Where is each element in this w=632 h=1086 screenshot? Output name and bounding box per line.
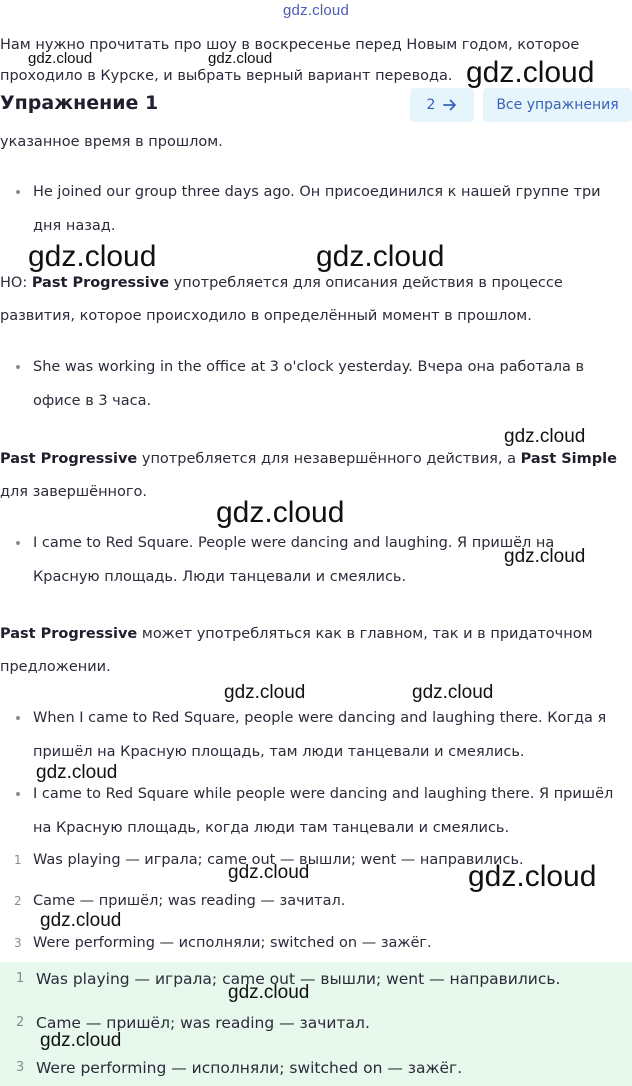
watermark: gdz.cloud bbox=[228, 862, 310, 883]
watermark: gdz.cloud bbox=[40, 910, 122, 931]
bullet-text: I came to Red Square. People were dancing and laughing. Я пришёл на Красную площадь. Люди танцевали и смеялись. bbox=[33, 535, 555, 585]
watermark: gdz.cloud bbox=[468, 860, 597, 893]
term-past-simple: Past Simple bbox=[520, 451, 617, 467]
term-past-progressive: Past Progressive bbox=[31, 275, 170, 291]
watermark: gdz.cloud bbox=[412, 682, 494, 703]
bullet-text: I came to Red Square while people were dancing and laughing there. Я пришёл на Красную площадь, когда люди там танцевали и смеялись. bbox=[33, 786, 614, 836]
item-number: 3 bbox=[14, 936, 22, 950]
bullet-dot bbox=[16, 792, 20, 796]
item-text: Were performing — исполняли; switched on — зажёг. bbox=[33, 935, 432, 951]
answer-item bbox=[0, 966, 620, 992]
watermark: gdz.cloud bbox=[504, 546, 586, 567]
bullet-item-2 bbox=[0, 350, 624, 418]
bullet-text: He joined our group three days ago. Он присоединился к нашей группе три дня назад. bbox=[33, 184, 601, 234]
site-watermark-top[interactable]: gdz.cloud bbox=[282, 2, 349, 19]
exercise-header bbox=[0, 88, 632, 124]
paragraph-3-mid: употребляется для незавершённого действия, а bbox=[137, 451, 521, 467]
watermark: gdz.cloud bbox=[28, 240, 157, 273]
answer-number: 3 bbox=[16, 1060, 25, 1075]
watermark: gdz.cloud bbox=[208, 50, 273, 67]
answer-text: Was playing — играла; came out — вышли; went — направились. bbox=[36, 970, 561, 988]
arrow-right-icon bbox=[443, 99, 457, 111]
item-text: Was playing — играла; came out — вышли; went — направились. bbox=[33, 852, 524, 868]
paragraph-4 bbox=[0, 618, 624, 684]
item-text: Came — пришёл; was reading — зачитал. bbox=[33, 893, 346, 909]
watermark: gdz.cloud bbox=[216, 496, 345, 529]
item-number: 2 bbox=[14, 894, 22, 908]
answer-number: 1 bbox=[16, 971, 25, 986]
bullet-item-5 bbox=[0, 777, 624, 845]
all-exercises-button[interactable]: Все упражнения bbox=[483, 88, 632, 122]
watermark: gdz.cloud bbox=[316, 240, 445, 273]
bullet-item-1 bbox=[0, 175, 624, 243]
watermark: gdz.cloud bbox=[224, 682, 306, 703]
next-exercise-button[interactable] bbox=[410, 88, 474, 122]
paragraph-2-rest: употребляется для описания действия в процессе развития, которое происходило в определённый момент в прошлом. bbox=[0, 275, 563, 324]
answer-number: 2 bbox=[16, 1015, 25, 1030]
watermark: gdz.cloud bbox=[466, 56, 595, 89]
watermark: gdz.cloud bbox=[40, 1030, 122, 1051]
answer-text: Came — пришёл; was reading — зачитал. bbox=[36, 1014, 370, 1032]
paragraph-2 bbox=[0, 267, 624, 333]
term-past-progressive: Past Progressive bbox=[0, 626, 138, 642]
watermark: gdz.cloud bbox=[228, 982, 310, 1003]
bullet-item-4 bbox=[0, 701, 624, 769]
bullet-dot bbox=[16, 190, 20, 194]
watermark: gdz.cloud bbox=[28, 50, 93, 67]
bullet-dot bbox=[16, 716, 20, 720]
watermark: gdz.cloud bbox=[504, 426, 586, 447]
watermark: gdz.cloud bbox=[36, 762, 118, 783]
numbered-item bbox=[0, 931, 620, 955]
paragraph-4-rest: может употребляться как в главном, так и в придаточном предложении. bbox=[0, 626, 593, 675]
exercise-title: Упражнение 1 bbox=[0, 92, 159, 114]
bullet-dot bbox=[16, 365, 20, 369]
item-number: 1 bbox=[14, 853, 22, 867]
next-exercise-label: 2 bbox=[426, 97, 436, 113]
term-past-progressive: Past Progressive bbox=[0, 451, 138, 467]
bullet-dot bbox=[16, 541, 20, 545]
answer-box bbox=[0, 962, 632, 1086]
bullet-text: She was working in the office at 3 o'clock yesterday. Вчера она работала в офисе в 3 часа. bbox=[33, 359, 585, 409]
answer-text: Were performing — исполняли; switched on — зажёг. bbox=[36, 1059, 463, 1077]
paragraph-1: указанное время в прошлом. bbox=[0, 134, 223, 150]
paragraph-3-end: для завершённого. bbox=[0, 484, 148, 500]
intro-text: Нам нужно прочитать про шоу в воскресенье перед Новым годом, которое проходило в Курске, и выбрать верный вариант перевода. bbox=[0, 37, 580, 84]
answer-item bbox=[0, 1055, 620, 1081]
bullet-text: When I came to Red Square, people were dancing and laughing there. Когда я пришёл на Красную площадь, там люди танцевали и смеялись. bbox=[33, 710, 607, 760]
paragraph-2-prefix: НО: bbox=[0, 275, 32, 291]
